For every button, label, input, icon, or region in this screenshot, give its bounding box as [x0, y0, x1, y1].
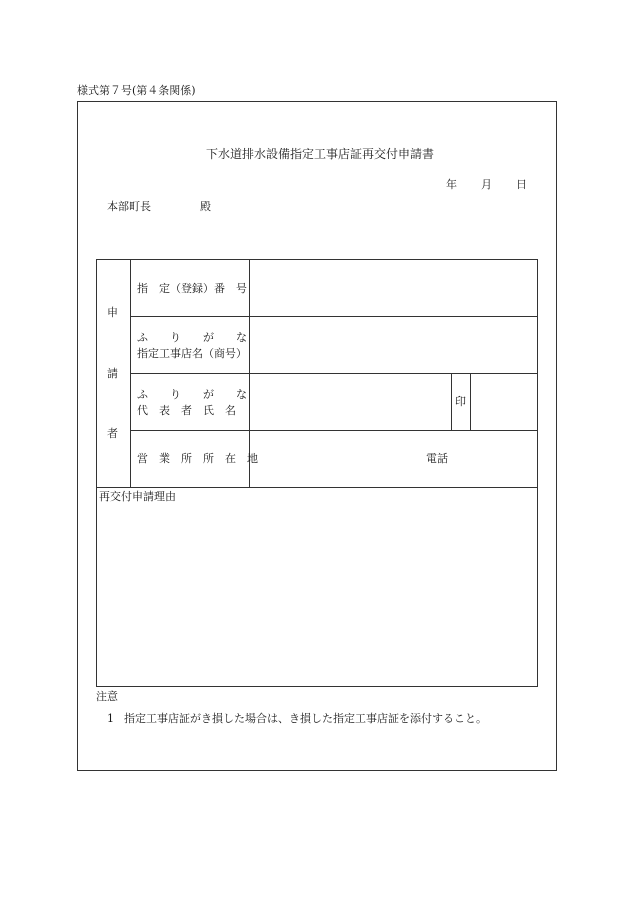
- addressee-name: 本部町長: [107, 200, 151, 213]
- date-year-label: 年: [446, 178, 457, 191]
- date-month-label: 月: [481, 178, 492, 191]
- applicant-side-label-3: 者: [107, 427, 118, 440]
- shop-name-ruby-label: ふ り が な: [137, 331, 247, 344]
- page-title: 下水道排水設備指定工事店証再交付申請書: [206, 147, 435, 161]
- applicant-side-label-1: 申: [107, 306, 118, 319]
- shop-name-field[interactable]: [250, 317, 537, 373]
- form-number: 様式第７号(第４条関係): [77, 84, 196, 97]
- seal-label: 印: [455, 395, 466, 408]
- table-line: [96, 686, 538, 687]
- notes-heading: 注意: [96, 690, 118, 703]
- reapplication-reason-label: 再交付申請理由: [99, 490, 176, 503]
- representative-name-label: 代 表 者 氏 名: [137, 404, 236, 417]
- addressee-honorific: 殿: [200, 200, 211, 213]
- seal-area[interactable]: [471, 374, 537, 430]
- registration-number-label: 指 定（登録）番 号: [137, 282, 247, 295]
- applicant-side-label-2: 請: [107, 367, 118, 380]
- table-line: [537, 259, 538, 687]
- table-line: [451, 373, 452, 431]
- reapplication-reason-field[interactable]: [97, 505, 537, 685]
- shop-name-label: 指定工事店名（商号）: [137, 347, 247, 360]
- table-line: [96, 487, 538, 488]
- registration-number-field[interactable]: [250, 260, 537, 316]
- representative-name-field[interactable]: [250, 374, 451, 430]
- note-number: 1: [107, 712, 114, 725]
- note-text: 指定工事店証がき損した場合は、き損した指定工事店証を添付すること。: [124, 712, 487, 725]
- date-day-label: 日: [516, 178, 527, 191]
- office-address-label: 営 業 所 所 在 地: [137, 452, 258, 465]
- table-line: [130, 259, 131, 488]
- phone-label: 電話: [426, 452, 448, 465]
- office-address-field[interactable]: [250, 431, 537, 487]
- representative-ruby-label: ふ り が な: [137, 388, 247, 401]
